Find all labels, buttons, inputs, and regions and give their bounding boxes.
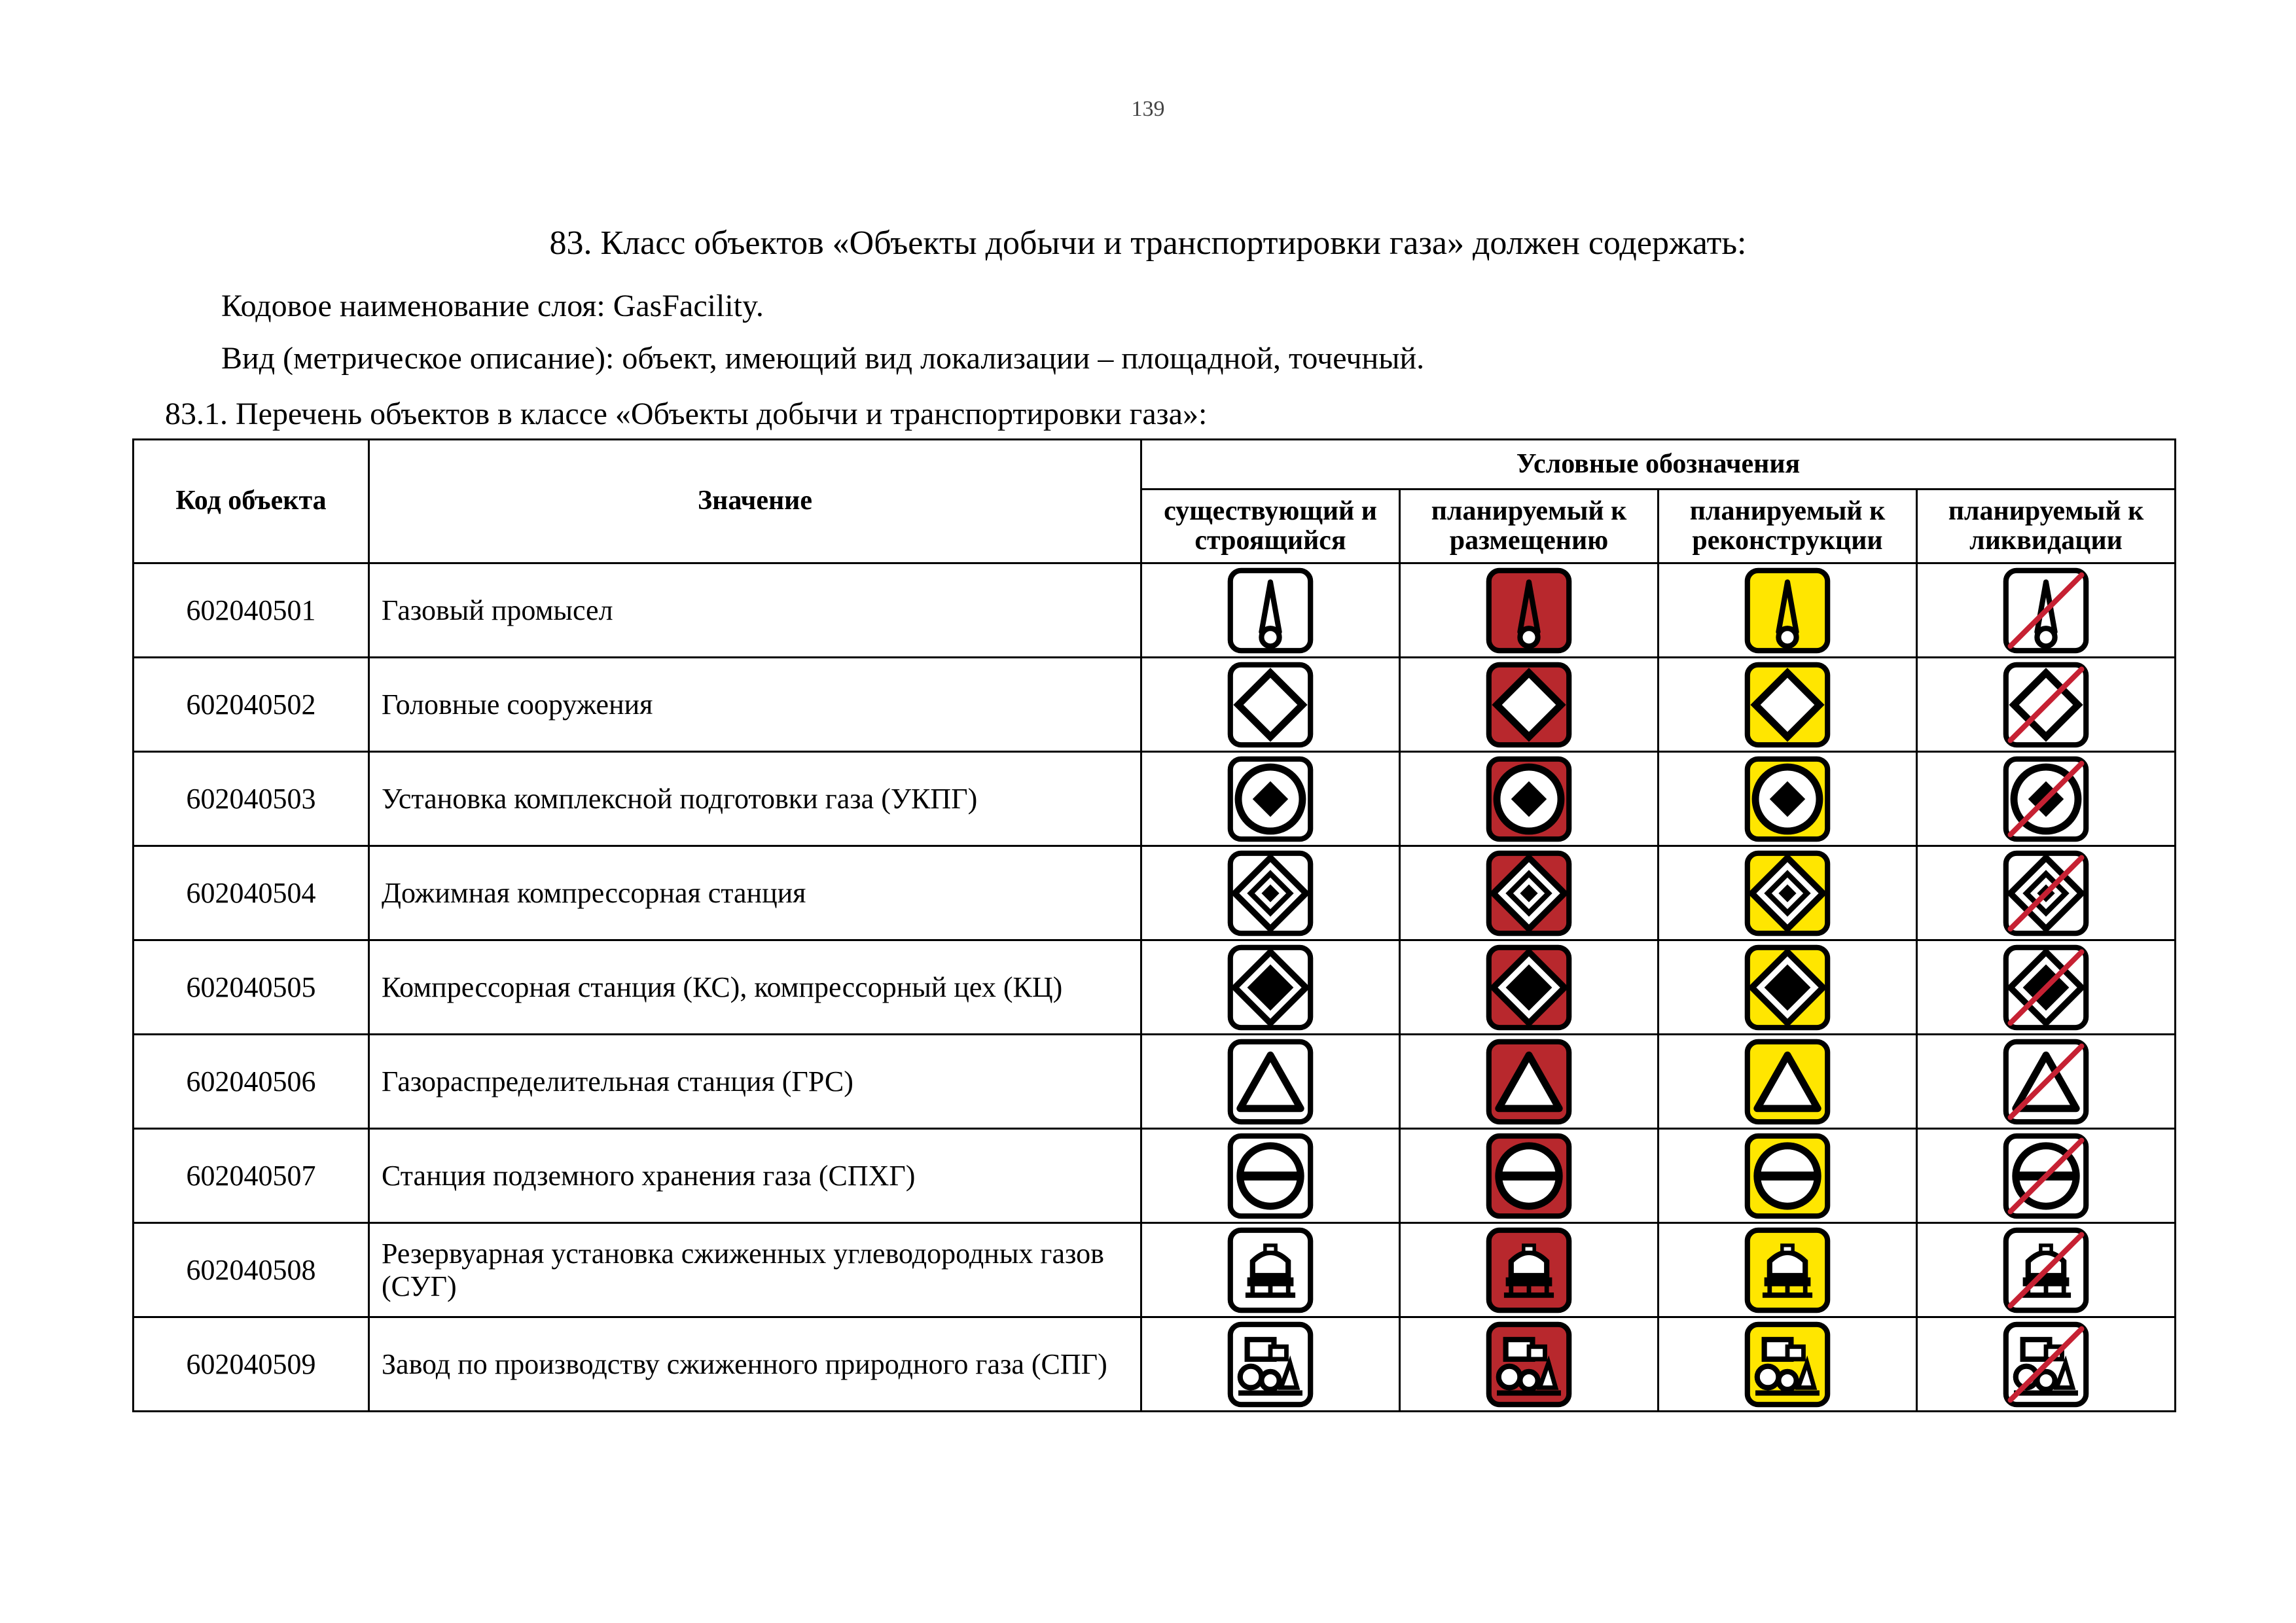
symbol-cell-liquidation — [1917, 1317, 2176, 1412]
symbol-cell-planned — [1400, 658, 1659, 752]
symbol-cell-liquidation — [1917, 1035, 2176, 1129]
tank-reconstruction-icon — [1743, 1226, 1832, 1315]
symbol-cell-planned — [1400, 940, 1659, 1035]
symbol-cell-planned — [1400, 752, 1659, 846]
symbol-cell-liquidation — [1917, 1223, 2176, 1317]
object-name: Резервуарная установка сжиженных углеводородных газов (СУГ) — [369, 1223, 1141, 1317]
tank-liquidation-icon — [2001, 1226, 2090, 1315]
symbol-cell-existing — [1141, 846, 1400, 940]
symbol-cell-reconstruction — [1659, 1317, 1917, 1412]
tank-planned-icon — [1484, 1226, 1573, 1315]
table-row — [134, 658, 2176, 752]
symbol-cell-existing — [1141, 1317, 1400, 1412]
diamond-liquidation-icon — [2001, 660, 2090, 749]
symbol-cell-existing — [1141, 658, 1400, 752]
double-diamond-existing-icon — [1226, 849, 1315, 938]
object-code: 602040501 — [134, 563, 369, 658]
diamond-planned-icon — [1484, 660, 1573, 749]
table-row — [134, 846, 2176, 940]
object-code: 602040504 — [134, 846, 369, 940]
table-row — [134, 1223, 2176, 1317]
symbol-cell-liquidation — [1917, 658, 2176, 752]
symbol-cell-existing — [1141, 752, 1400, 846]
object-code: 602040506 — [134, 1035, 369, 1129]
table-row — [134, 1129, 2176, 1223]
header-planned-liquidation: планируемый к ликвидации — [1917, 490, 2176, 563]
list-title: 83.1. Перечень объектов в классе «Объекты добычи и транспортировки газа»: — [165, 397, 1208, 431]
symbol-cell-planned — [1400, 1035, 1659, 1129]
symbol-cell-liquidation — [1917, 846, 2176, 940]
diamond-reconstruction-icon — [1743, 660, 1832, 749]
header-existing: существующий и строящийся — [1141, 490, 1400, 563]
symbol-cell-planned — [1400, 1223, 1659, 1317]
object-code: 602040503 — [134, 752, 369, 846]
triangle-liquidation-icon — [2001, 1037, 2090, 1126]
header-symbols: Условные обозначения — [1141, 440, 2176, 490]
double-diamond-planned-icon — [1484, 849, 1573, 938]
triangle-existing-icon — [1226, 1037, 1315, 1126]
symbol-cell-existing — [1141, 563, 1400, 658]
object-name: Газораспределительная станция (ГРС) — [369, 1035, 1141, 1129]
lng-plant-reconstruction-icon — [1743, 1320, 1832, 1409]
header-code: Код объекта — [134, 440, 369, 563]
filled-diamond-planned-icon — [1484, 943, 1573, 1032]
objects-table — [132, 438, 2176, 1412]
symbol-cell-reconstruction — [1659, 563, 1917, 658]
object-name: Дожимная компрессорная станция — [369, 846, 1141, 940]
tank-existing-icon — [1226, 1226, 1315, 1315]
double-diamond-reconstruction-icon — [1743, 849, 1832, 938]
circle-diamond-liquidation-icon — [2001, 755, 2090, 844]
lng-plant-liquidation-icon — [2001, 1320, 2090, 1409]
object-name: Компрессорная станция (КС), компрессорный цех (КЦ) — [369, 940, 1141, 1035]
symbol-cell-reconstruction — [1659, 1129, 1917, 1223]
object-name: Головные сооружения — [369, 658, 1141, 752]
page-number: 139 — [1131, 97, 1165, 121]
metric-description-line: Вид (метрическое описание): объект, имеющий вид локализации – площадной, точечный. — [221, 341, 1425, 376]
table-row — [134, 1035, 2176, 1129]
symbol-cell-planned — [1400, 1129, 1659, 1223]
symbol-cell-planned — [1400, 563, 1659, 658]
table-row — [134, 1317, 2176, 1412]
symbol-cell-liquidation — [1917, 1129, 2176, 1223]
lng-plant-existing-icon — [1226, 1320, 1315, 1409]
symbol-cell-reconstruction — [1659, 1223, 1917, 1317]
object-name: Газовый промысел — [369, 563, 1141, 658]
symbol-cell-liquidation — [1917, 563, 2176, 658]
circle-bar-planned-icon — [1484, 1132, 1573, 1221]
symbol-cell-existing — [1141, 1035, 1400, 1129]
object-name: Установка комплексной подготовки газа (УКПГ) — [369, 752, 1141, 846]
table-row — [134, 940, 2176, 1035]
table-row — [134, 752, 2176, 846]
diamond-existing-icon — [1226, 660, 1315, 749]
symbol-cell-existing — [1141, 1223, 1400, 1317]
header-value: Значение — [369, 440, 1141, 563]
double-diamond-liquidation-icon — [2001, 849, 2090, 938]
filled-diamond-existing-icon — [1226, 943, 1315, 1032]
lng-plant-planned-icon — [1484, 1320, 1573, 1409]
symbol-cell-reconstruction — [1659, 752, 1917, 846]
symbol-cell-liquidation — [1917, 940, 2176, 1035]
circle-diamond-reconstruction-icon — [1743, 755, 1832, 844]
circle-bar-existing-icon — [1226, 1132, 1315, 1221]
triangle-planned-icon — [1484, 1037, 1573, 1126]
filled-diamond-liquidation-icon — [2001, 943, 2090, 1032]
symbol-cell-existing — [1141, 940, 1400, 1035]
symbol-cell-reconstruction — [1659, 940, 1917, 1035]
object-name: Станция подземного хранения газа (СПХГ) — [369, 1129, 1141, 1223]
symbol-cell-reconstruction — [1659, 846, 1917, 940]
symbol-cell-reconstruction — [1659, 1035, 1917, 1129]
object-code: 602040502 — [134, 658, 369, 752]
header-planned-placement: планируемый к размещению — [1400, 490, 1659, 563]
symbol-cell-reconstruction — [1659, 658, 1917, 752]
gas-field-reconstruction-icon — [1743, 566, 1832, 655]
gas-field-planned-icon — [1484, 566, 1573, 655]
layer-code-line: Кодовое наименование слоя: GasFacility. — [221, 289, 764, 323]
filled-diamond-reconstruction-icon — [1743, 943, 1832, 1032]
circle-bar-liquidation-icon — [2001, 1132, 2090, 1221]
object-code: 602040507 — [134, 1129, 369, 1223]
object-code: 602040508 — [134, 1223, 369, 1317]
section-heading: 83. Класс объектов «Объекты добычи и транспортировки газа» должен содержать: — [549, 224, 1747, 262]
object-code: 602040505 — [134, 940, 369, 1035]
gas-field-existing-icon — [1226, 566, 1315, 655]
circle-bar-reconstruction-icon — [1743, 1132, 1832, 1221]
circle-diamond-planned-icon — [1484, 755, 1573, 844]
circle-diamond-existing-icon — [1226, 755, 1315, 844]
symbol-cell-planned — [1400, 1317, 1659, 1412]
triangle-reconstruction-icon — [1743, 1037, 1832, 1126]
object-name: Завод по производству сжиженного природного газа (СПГ) — [369, 1317, 1141, 1412]
symbol-cell-liquidation — [1917, 752, 2176, 846]
object-code: 602040509 — [134, 1317, 369, 1412]
header-planned-reconstruction: планируемый к реконструкции — [1659, 490, 1917, 563]
gas-field-liquidation-icon — [2001, 566, 2090, 655]
table-row — [134, 563, 2176, 658]
symbol-cell-planned — [1400, 846, 1659, 940]
symbol-cell-existing — [1141, 1129, 1400, 1223]
